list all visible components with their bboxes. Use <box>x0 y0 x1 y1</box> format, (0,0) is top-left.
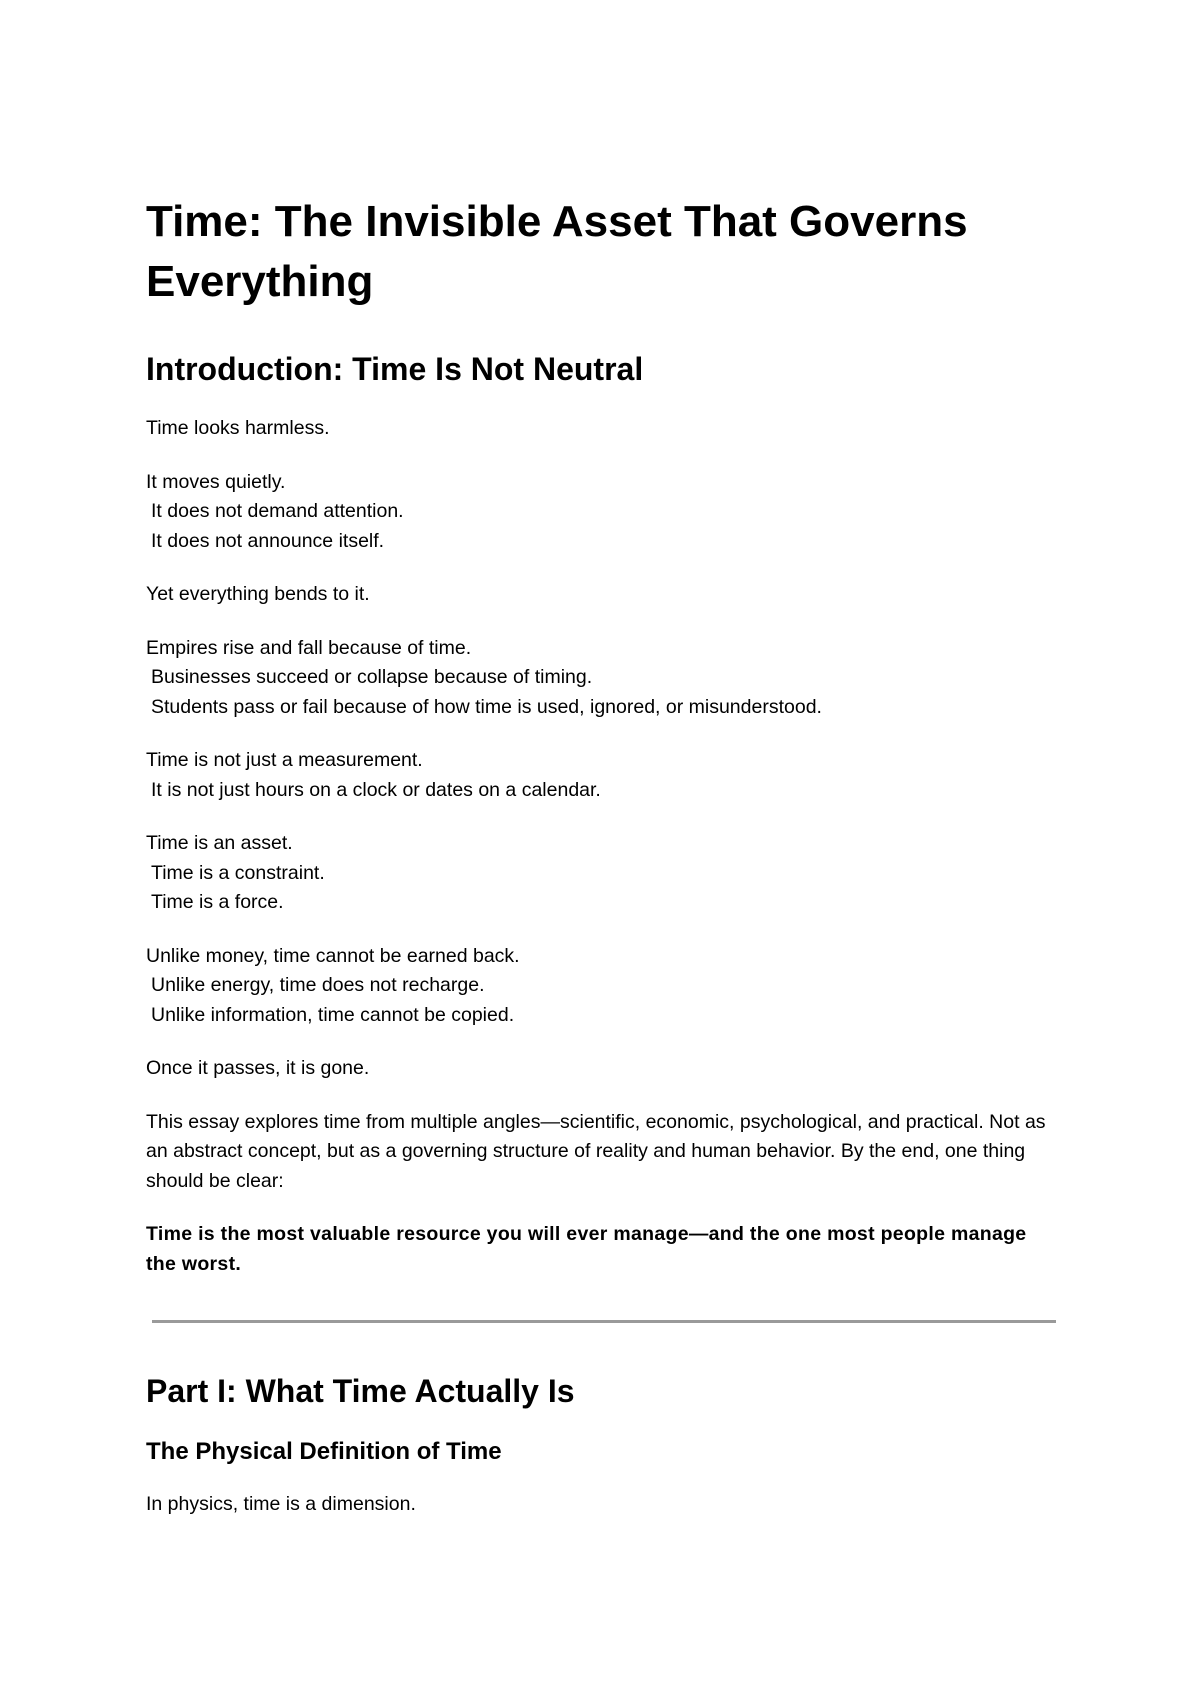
paragraph: Yet everything bends to it. <box>146 583 370 605</box>
paragraph-line: It moves quietly. <box>146 470 286 493</box>
subsection-heading: The Physical Definition of Time <box>146 1438 502 1465</box>
paragraph: In physics, time is a dimension. <box>146 1493 416 1515</box>
paragraph <box>146 634 1060 723</box>
paragraph-line: Time is a constraint. <box>151 861 325 884</box>
paragraph <box>146 942 1060 1031</box>
document-title: Time: The Invisible Asset That Governs Everything <box>146 197 968 306</box>
paragraph-line: Unlike money, time cannot be earned back. <box>146 944 520 967</box>
bold-statement: Time is the most valuable resource you will ever manage—and the one most people manage the worst. <box>146 1223 1027 1275</box>
paragraph-line: Unlike energy, time does not recharge. <box>151 974 485 996</box>
paragraph-line: It does not announce itself. <box>151 529 385 552</box>
paragraph-line: Time is a force. <box>151 891 284 913</box>
section-heading-introduction: Introduction: Time Is Not Neutral <box>146 351 644 387</box>
paragraph-line: Businesses succeed or collapse because of timing. <box>151 666 593 688</box>
paragraph: This essay explores time from multiple angles—scientific, economic, psychological, and practical. Not as an abstract concept, but as a governing structure of reality and human behavior. By the end, one thing should be clear: <box>146 1110 1046 1192</box>
paragraph <box>146 746 1060 805</box>
paragraph-line: It is not just hours on a clock or dates on a calendar. <box>151 778 601 801</box>
paragraph-line: Unlike information, time cannot be copied. <box>151 1003 515 1026</box>
paragraph-line: Time is not just a measurement. <box>146 749 423 771</box>
paragraph <box>146 829 1060 918</box>
section-heading-part-one: Part I: What Time Actually Is <box>146 1373 575 1409</box>
paragraph-line: Students pass or fail because of how time is used, ignored, or misunderstood. <box>151 695 822 718</box>
paragraph: Once it passes, it is gone. <box>146 1057 370 1079</box>
paragraph-line: It does not demand attention. <box>151 500 404 522</box>
paragraph-line: Time is an asset. <box>146 832 293 854</box>
paragraph-line: Empires rise and fall because of time. <box>146 636 472 659</box>
paragraph <box>146 468 1060 557</box>
paragraph: Time looks harmless. <box>146 417 330 439</box>
section-divider <box>152 1320 1056 1323</box>
